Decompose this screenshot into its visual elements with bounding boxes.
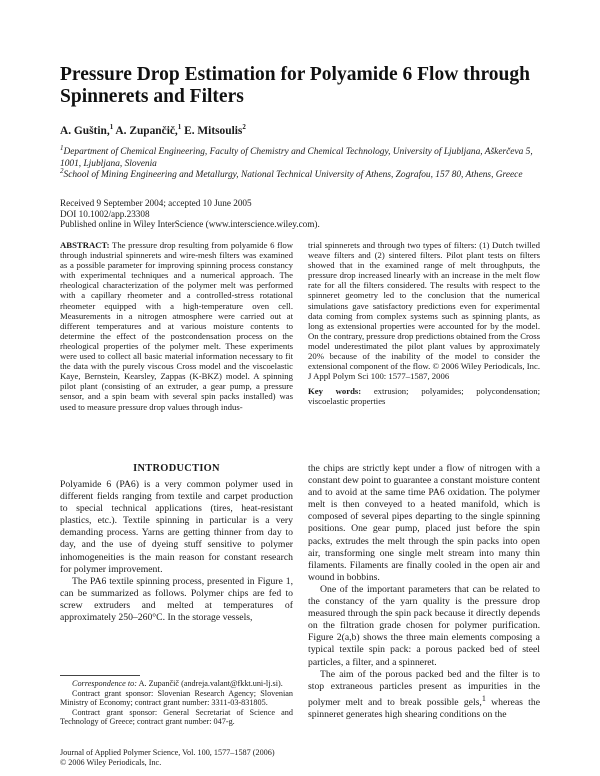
author-list <box>60 123 246 137</box>
body-paragraph: One of the important parameters that can be related to the constancy of the yarn quality is the pressure drop measured through the spin pack because it directly depends on the filtration grade chosen for polymer purification. Figure 2(a,b) shows the three main elements composing a typical textile spin pack: a porous packed bed of steel particles, a filter, and a spinneret. <box>308 583 540 668</box>
body-text: whereas the spinneret generates high shearing conditions on the <box>308 697 540 721</box>
grant-note: Contract grant sponsor: General Secretariat of Science and Technology of Greece; contract grant number: 047-g. <box>60 707 293 727</box>
keywords <box>308 386 540 406</box>
journal-citation <box>60 748 300 767</box>
publication-history <box>60 198 540 230</box>
affiliation-text: Department of Chemical Engineering, Faculty of Chemistry and Chemical Technology, University of Ljubljana, Aškerčeva 5, 1001, Ljubljana, Slovenia <box>60 147 533 170</box>
journal-line: Journal of Applied Polymer Science, Vol. 100, 1577–1587 (2006) <box>60 748 275 757</box>
author-name: E. Mitsoulis <box>181 124 243 137</box>
body-paragraph: Polyamide 6 (PA6) is a very common polymer used in different fields ranging from textile and carpet production to special technical applications (tires, heat-resistant plastics, etc.). Textile spinning in particular is a very demanding process. Yarns are getting thinner from day to day, and the use of dyeing stuff sensitive to polymer inhomogeneities is the main reason for constant research for polymer improvement. <box>60 479 293 575</box>
footnotes <box>60 679 293 727</box>
abstract-column-1 <box>60 240 293 412</box>
keywords-label: Key words: <box>308 386 362 397</box>
affiliation-marker: 2 <box>60 167 64 175</box>
footnote-rule <box>60 675 140 676</box>
author-affiliation-marker: 1 <box>109 123 114 131</box>
affiliation-2 <box>60 165 540 181</box>
author-name: A. Zupančič, <box>113 124 178 137</box>
body-paragraph: the chips are strictly kept under a flow of nitrogen with a constant dew point to guarantee a constant moisture content and to avoid at the same time PA6 oxidation. The polymer melt is then conveyed to a heated manifold, which is composed of several pipes departing to the single spinning positions. One gear pump, placed just before the spin packs, extrudes the melt through the spin packs into open air, transforming one single melt stream into many thin filaments. Filaments are finally cooled in the open air and wound in bobbins. <box>308 463 540 583</box>
published-online: Published online in Wiley InterScience (www.interscience.wiley.com). <box>60 219 320 230</box>
paper-title: Pressure Drop Estimation for Polyamide 6 Flow through Spinnerets and Filters <box>60 64 530 107</box>
correspondence-label: Correspondence to: <box>72 679 137 688</box>
affiliation-text: School of Mining Engineering and Metallurgy, National Technical University of Athens, Zografou, 157 80, Athens, Greece <box>63 170 523 181</box>
author-affiliation-marker: 1 <box>177 123 182 131</box>
body-paragraph: The PA6 textile spinning process, presented in Figure 1, can be summarized as follows. Polymer chips are fed to screw extruders and melted at temperatures of approximately 250–260°C. In the storage vessels, <box>60 575 293 624</box>
grant-note: Contract grant sponsor: Slovenian Research Agency; Slovenian Ministry of Economy; contract grant number: 3311-03-831805. <box>60 688 293 708</box>
reference-marker: 1 <box>481 693 486 703</box>
received-dates: Received 9 September 2004; accepted 10 June 2005 <box>60 198 252 208</box>
doi: DOI 10.1002/app.23308 <box>60 208 150 219</box>
body-paragraph <box>308 669 540 722</box>
body-column-1 <box>60 479 293 624</box>
abstract-text: trial spinnerets and through two types of filters: (1) Dutch twilled weave filters and (2) sintered filters. Pilot plant tests on filters showed that in the examined range of melt throughputs, the pressure drop increased linearly with an increase in the melt flow rate for all the filters considered. The results with respect to the spinneret geometry led to the conclusion that the numerical simulations gave satisfactory predictions even for experimental data coming from complex systems such as spinning plants, as long as extensional properties were accounted for by the model. On the contrary, pressure drop predictions obtained from the Cross model underestimated the pilot plant values by approximately 20% because of the inability of the model to consider the extensional component of the flow. © 2006 Wiley Periodicals, Inc. J Appl Polym Sci 100: 1577–1587, 2006 <box>308 240 541 382</box>
abstract-column-2 <box>308 240 540 407</box>
author-affiliation-marker: 2 <box>242 123 246 131</box>
body-column-2 <box>308 463 540 721</box>
correspondence-note <box>60 679 293 689</box>
copyright-line: © 2006 Wiley Periodicals, Inc. <box>60 757 162 767</box>
abstract-label: ABSTRACT: <box>60 240 110 250</box>
keywords-text: extrusion; polyamides; polycondensation; viscoelastic properties <box>308 386 540 407</box>
abstract-text: The pressure drop resulting from polyamide 6 flow through industrial spinnerets and wire-mesh filters was examined as a possible parameter for improving spinning process constancy with experimental techniques and a numerical approach. The rheological characterization of the polymer melt was performed with a capillary rheometer and a controlled-stress rotational rheometer equipped with a high-temperature oven cell. Measurements in a nitrogen atmosphere were carried out at different temperatures and at various moisture contents to determine the effect of the postcondensation process on the rheological properties of the polymer melt. These experiments were used to collect all basic material information necessary to fit the data with the purely viscous Cross model and the viscoelastic Kaye, Bernstein, Kearsley, Zappas (K-BKZ) model. A spinning pilot plant (consisting of an extruder, a gear pump, a pressure sensor, and a spin beam with several spin packs installed) was used to measure pressure drop values through indus- <box>60 240 293 412</box>
affiliation-marker: 1 <box>60 144 64 152</box>
body-text: The aim of the porous packed bed and the filter is to stop extraneous particles present as impurities in the polymer melt and to break possible gels, <box>308 668 540 709</box>
section-heading: INTRODUCTION <box>133 463 220 474</box>
correspondence-text: A. Zupančič (andreja.valant@fkkt.uni-lj.si). <box>138 679 283 688</box>
author-name: A. Guštin, <box>60 124 110 137</box>
